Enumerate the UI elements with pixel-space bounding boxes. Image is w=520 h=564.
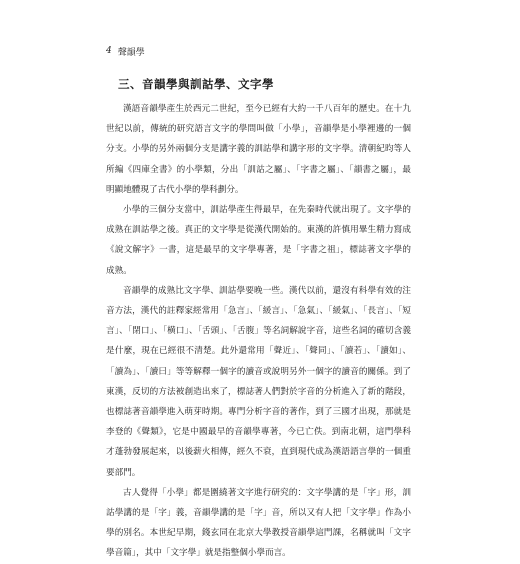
paragraph-phonology-development: 音韻學的成熟比文字學、訓詁學要晚一些。漢代以前，還沒有科學有效的注音方法，漢代的註釋家經常用「急言」、「緩言」、「急氣」、「緩氣」、「長言」、「短言」、「閉口」、「横口」、「舌頭」、「舌腹」等名詞解說字音，這些名詞的確切含義是什麼，現在已經很不清楚。此外還常用「聲近」、「聲同」、「讀若」、「讀如」、「讀為」、「讀曰」等等解釋一個字的讀音或說明另外一個字的讀音的關係。到了東漢，反切的方法被創造出來了，標誌著人們對於字音的分析進入了新的階段，也標誌著音韻學進入萌芽時期。專門分析字音的著作，到了三國才出現，那就是李登的《聲類》，它是中國最早的音韻學專著，今已亡佚。到南北朝，這門學科才蓬勃發展起來，以後薪火相傳，經久不衰，直到現代成為漢語語言學的一個重要部門。 (106, 285, 411, 478)
body-text (106, 99, 411, 564)
paragraph-history: 漢語音韻學產生於西元二世紀，至今已經有大約一千八百年的歷史。在十九世紀以前，傳統的研究語言文字的學問叫做「小學」，音韻學是小學裡邊的一個分支。小學的另外兩個分支是講字義的訓詁學和講字形的文字學。清朝紀昀等人所編《四庫全書》的小學類，分出「訓詁之屬」、「字書之屬」、「韻書之屬」，最明顯地體現了古代小學的學科劃分。 (106, 104, 411, 195)
section-heading: 三、音韻學與訓詁學、文字學 (118, 77, 274, 91)
page-header (106, 44, 145, 58)
paragraph-xiaoxue-name: 古人覺得「小學」都是圍繞著文字進行研究的：文字學講的是「字」形，訓詁學講的是「字」義，音韻學講的是「字」音，所以又有人把「文字學」作為小學的別名。本世紀早期，錢玄同在北京大學教授音韻學這門課，名稱就叫「文字學音篇」，其中「文字學」就是指整個小學而言。 (106, 487, 411, 559)
paragraph-branches: 小學的三個分支當中，訓詁學產生得最早，在先秦時代就出現了。文字學的成熟在訓詁學之後。真正的文字學是從漢代開始的。東漢的許慎用畢生精力寫成《說文解字》一書，這是最早的文字學專著，是「字書之祖」，標誌著文字學的成熟。 (106, 205, 411, 276)
page-number: 4 (106, 46, 112, 56)
running-title: 聲韻學 (117, 47, 145, 58)
